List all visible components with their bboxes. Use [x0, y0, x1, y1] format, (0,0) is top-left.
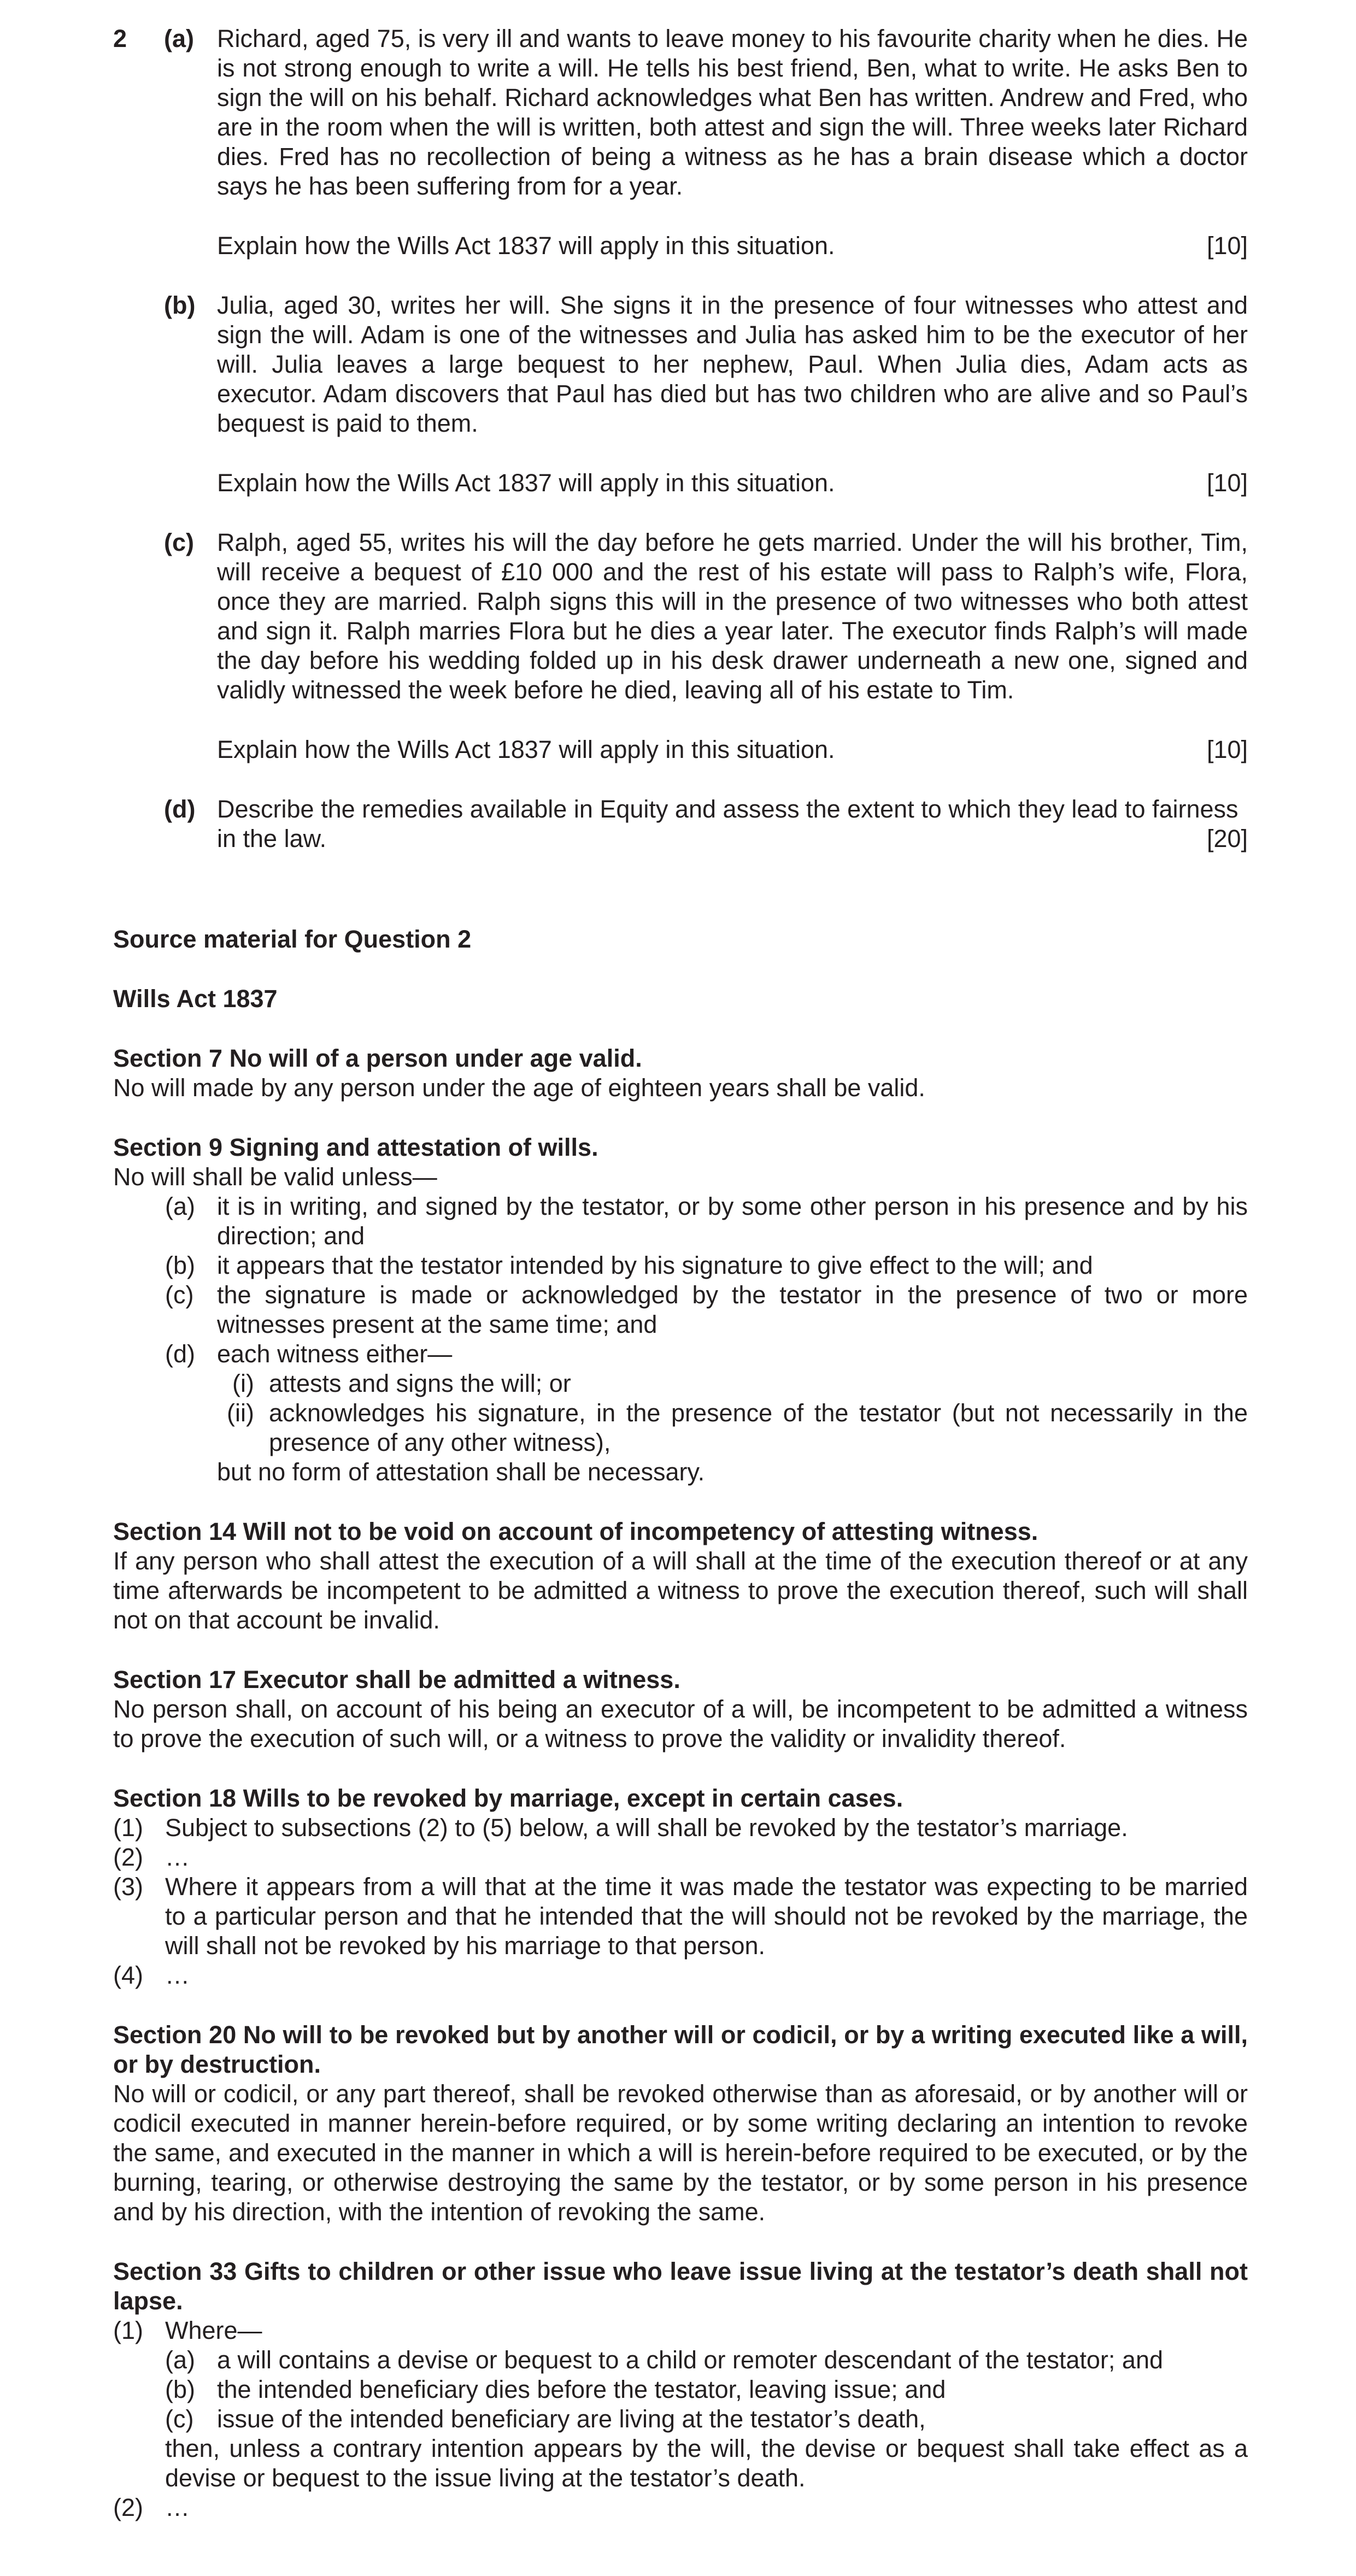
section-intro: No will shall be valid unless— — [113, 1163, 437, 1191]
part-b — [113, 291, 1248, 438]
item-text: … — [165, 1843, 190, 1871]
item-text: each witness either— — [217, 1340, 453, 1368]
item-number: (3) — [113, 1873, 143, 1901]
instruction-text: Explain how the Wills Act 1837 will apply in this situation. — [217, 232, 835, 260]
item-number: (i) — [232, 1369, 254, 1397]
question-number: 2 — [113, 25, 127, 52]
sub-list-item — [113, 1398, 1248, 1457]
item-text: Where— — [165, 2316, 262, 2344]
item-text: it is in writing, and signed by the testator, or by some other person in his presence and by his direction; and — [217, 1192, 1248, 1250]
section-heading: Section 14 Will not to be void on account of incompetency of attesting witness. — [113, 1518, 1038, 1545]
instruction-text: Explain how the Wills Act 1837 will apply in this situation. — [217, 736, 835, 763]
section-heading: Section 18 Wills to be revoked by marriage, except in certain cases. — [113, 1784, 903, 1812]
item-number: (d) — [165, 1340, 195, 1368]
list-item — [113, 1872, 1248, 1961]
item-number: (1) — [113, 2316, 143, 2344]
list-item — [113, 1961, 1248, 1990]
item-number: (2) — [113, 1843, 143, 1871]
part-text: Ralph, aged 55, writes his will the day before he gets married. Under the will his brother, Tim, will receive a bequest of £10 000 and the rest of his estate will pass to Ralph’s wife, Flora, once they are married. Ralph signs this will in the presence of two witnesses who both attest and sign it. Ralph marries Flora but he dies a year later. The executor finds Ralph’s will made the day before his wedding folded up in his desk drawer underneath a new one, signed and validly witnessed the week before he died, leaving all of his estate to Tim. — [217, 528, 1248, 704]
part-c-instruction — [113, 735, 1248, 764]
section-20 — [113, 2020, 1248, 2227]
sub-list-item — [113, 2404, 1248, 2434]
section-33 — [113, 2257, 1248, 2522]
section-7 — [113, 1044, 1248, 1103]
section-14 — [113, 1517, 1248, 1635]
list-item — [113, 1192, 1248, 1251]
list-item — [113, 1843, 1248, 1872]
item-text: acknowledges his signature, in the presence of the testator (but not necessarily in the presence of any other witness), — [269, 1399, 1248, 1456]
section-body: No person shall, on account of his being an executor of a will, be incompetent to be admitted a witness to prove the execution of such will, or a witness to prove the validity or invalidity thereof. — [113, 1695, 1248, 1752]
part-label: (c) — [164, 528, 194, 556]
item-number: (4) — [113, 1961, 143, 1989]
part-text: Richard, aged 75, is very ill and wants to leave money to his favourite charity when he dies. He is not strong enough to write a will. He tells his best friend, Ben, what to write. He asks Ben to sign the will on his behalf. Richard acknowledges what Ben has written. Andrew and Fred, who are in the room when the will is written, both attest and sign the will. Three weeks later Richard dies. Fred has no recollection of being a witness as he has a brain disease which a doctor says he has been suffering from for a year. — [217, 25, 1248, 200]
part-label: (a) — [164, 25, 194, 52]
item-number: (c) — [165, 2405, 194, 2433]
part-text: Julia, aged 30, writes her will. She signs it in the presence of four witnesses who attest and sign the will. Adam is one of the witnesses and Julia has asked him to be the executor of her will. Julia leaves a large bequest to her nephew, Paul. When Julia dies, Adam acts as executor. Adam discovers that Paul has died but has two children who are alive and so Paul’s bequest is paid to them. — [217, 291, 1248, 437]
item-number: (ii) — [227, 1399, 254, 1427]
section-heading: Section 9 Signing and attestation of wills. — [113, 1133, 598, 1161]
instruction-text: Explain how the Wills Act 1837 will apply in this situation. — [217, 469, 835, 497]
act-title: Wills Act 1837 — [113, 985, 278, 1013]
source-title: Source material for Question 2 — [113, 925, 472, 953]
part-label: (b) — [164, 291, 196, 319]
section-body: No will or codicil, or any part thereof, shall be revoked otherwise than as aforesaid, or by another will or codicil executed in manner herein-before required, or by some writing declaring an intention to revoke the same, and executed in the manner in which a will is herein-before required to be executed, or by the burning, tearing, or otherwise destroying the same by the testator, or by some person in his presence and by his direction, with the intention of revoking the same. — [113, 2080, 1248, 2226]
item-number: (2) — [113, 2493, 143, 2521]
list-item — [113, 2493, 1248, 2522]
list-item — [113, 1339, 1248, 1369]
section-heading: Section 33 Gifts to children or other issue who leave issue living at the testator’s death shall not lapse. — [113, 2257, 1248, 2315]
sub-list-item — [113, 2345, 1248, 2375]
item-number: (b) — [165, 1251, 195, 1279]
section-heading: Section 7 No will of a person under age valid. — [113, 1044, 642, 1072]
part-label: (d) — [164, 795, 196, 823]
item-text: it appears that the testator intended by his signature to give effect to the will; and — [217, 1251, 1093, 1279]
section-tail: but no form of attestation shall be necessary. — [217, 1458, 705, 1486]
sub-list-item — [113, 1369, 1248, 1398]
part-text-line-1: Describe the remedies available in Equity and assess the extent to which they lead to fairness — [217, 795, 1238, 823]
exam-page — [113, 24, 1248, 2522]
marks: [20] — [1206, 825, 1248, 852]
part-d-last-line — [217, 824, 1248, 854]
part-a-instruction — [113, 231, 1248, 261]
section-9 — [113, 1133, 1248, 1487]
part-a — [113, 24, 1248, 201]
section-heading: Section 17 Executor shall be admitted a witness. — [113, 1666, 680, 1693]
item-number: (c) — [165, 1281, 194, 1309]
item-number: (a) — [165, 1192, 195, 1220]
list-item — [113, 2316, 1248, 2345]
item-text: … — [165, 2493, 190, 2521]
section-heading: Section 20 No will to be revoked but by another will or codicil, or by a writing executed like a will, or by destruction. — [113, 2021, 1248, 2078]
section-tail: then, unless a contrary intention appears by the will, the devise or bequest shall take effect as a devise or bequest to the issue living at the testator’s death. — [165, 2434, 1248, 2492]
item-text: … — [165, 1961, 190, 1989]
section-17 — [113, 1665, 1248, 1754]
item-text: the intended beneficiary dies before the testator, leaving issue; and — [217, 2375, 946, 2403]
item-text: the signature is made or acknowledged by the testator in the presence of two or more witnesses present at the same time; and — [217, 1281, 1248, 1338]
question-2 — [113, 24, 1248, 854]
section-18 — [113, 1784, 1248, 1990]
part-text-line-2: in the law. — [217, 825, 327, 852]
item-number: (1) — [113, 1814, 143, 1842]
item-number: (b) — [165, 2375, 195, 2403]
item-text: Where it appears from a will that at the time it was made the testator was expecting to be married to a particular person and that he intended that the will should not be revoked by the marriage, the will shall not be revoked by his marriage to that person. — [165, 1873, 1248, 1960]
section-body: No will made by any person under the age of eighteen years shall be valid. — [113, 1074, 925, 1102]
marks: [10] — [1206, 232, 1248, 260]
item-text: attests and signs the will; or — [269, 1369, 571, 1397]
marks: [10] — [1206, 736, 1248, 763]
sub-list-item — [113, 2375, 1248, 2404]
list-item — [113, 1280, 1248, 1339]
part-d — [113, 795, 1248, 854]
item-text: issue of the intended beneficiary are living at the testator’s death, — [217, 2405, 926, 2433]
part-b-instruction — [113, 468, 1248, 498]
list-item — [113, 1813, 1248, 1843]
marks: [10] — [1206, 469, 1248, 497]
list-item — [113, 1251, 1248, 1280]
item-number: (a) — [165, 2346, 195, 2374]
item-text: Subject to subsections (2) to (5) below, a will shall be revoked by the testator’s marriage. — [165, 1814, 1128, 1842]
section-body: If any person who shall attest the execution of a will shall at the time of the execution thereof or at any time afterwards be incompetent to be admitted a witness to prove the execution thereof, such will shall not on that account be invalid. — [113, 1547, 1248, 1634]
part-c — [113, 528, 1248, 705]
item-text: a will contains a devise or bequest to a child or remoter descendant of the testator; and — [217, 2346, 1164, 2374]
source-material — [113, 925, 1248, 2522]
